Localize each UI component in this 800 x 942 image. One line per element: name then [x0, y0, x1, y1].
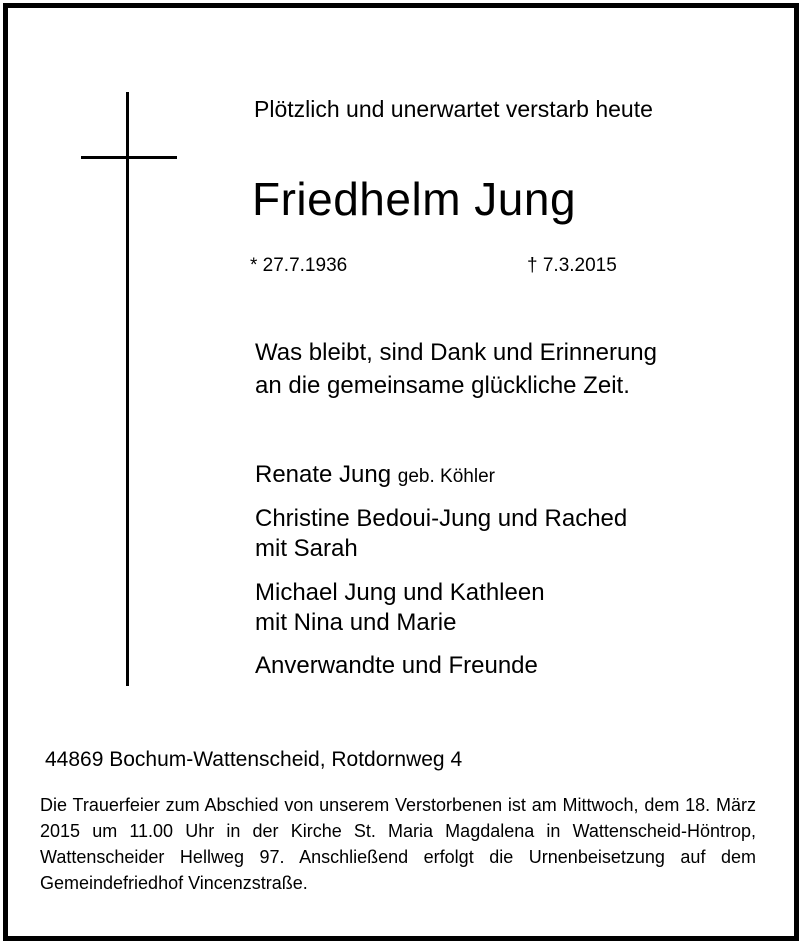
address: 44869 Bochum-Wattenscheid, Rotdornweg 4 [45, 748, 463, 771]
cross-icon-vertical [126, 92, 129, 686]
memorial-quote [255, 336, 657, 402]
birth-date: * 27.7.1936 [250, 255, 348, 276]
child1-line-2: mit Sarah [255, 535, 358, 562]
intro-text: Plötzlich und unerwartet verstarb heute [254, 96, 653, 122]
cross-icon-horizontal [81, 156, 177, 159]
spouse-name: Renate Jung [255, 461, 392, 488]
deceased-name: Friedhelm Jung [252, 173, 577, 225]
child2-line-2: mit Nina und Marie [255, 609, 457, 636]
mourner-child-2 [255, 578, 545, 638]
mourner-spouse [255, 460, 495, 492]
quote-line-2: an die gemeinsame glückliche Zeit. [255, 372, 630, 399]
quote-line-1: Was bleibt, sind Dank und Erinnerung [255, 339, 657, 366]
mourner-others: Anverwandte und Freunde [255, 652, 538, 679]
spouse-maiden-name: geb. Köhler [397, 466, 495, 487]
child1-line-1: Christine Bedoui-Jung und Rached [255, 505, 628, 532]
death-date: † 7.3.2015 [527, 255, 617, 276]
funeral-details: Die Trauerfeier zum Abschied von unserem Verstorbenen ist am Mittwoch, dem 18. März 2015 um 11.00 Uhr in der Kirche St. Maria Magdalena in Wattenscheid-Höntrop, Wattenscheider Hellweg 97. Anschließend erfolgt die Urnenbeisetzung auf dem Gemeindefriedhof Vincenzstraße. [40, 795, 756, 893]
mourner-child-1 [255, 504, 627, 564]
child2-line-1: Michael Jung und Kathleen [255, 579, 545, 606]
